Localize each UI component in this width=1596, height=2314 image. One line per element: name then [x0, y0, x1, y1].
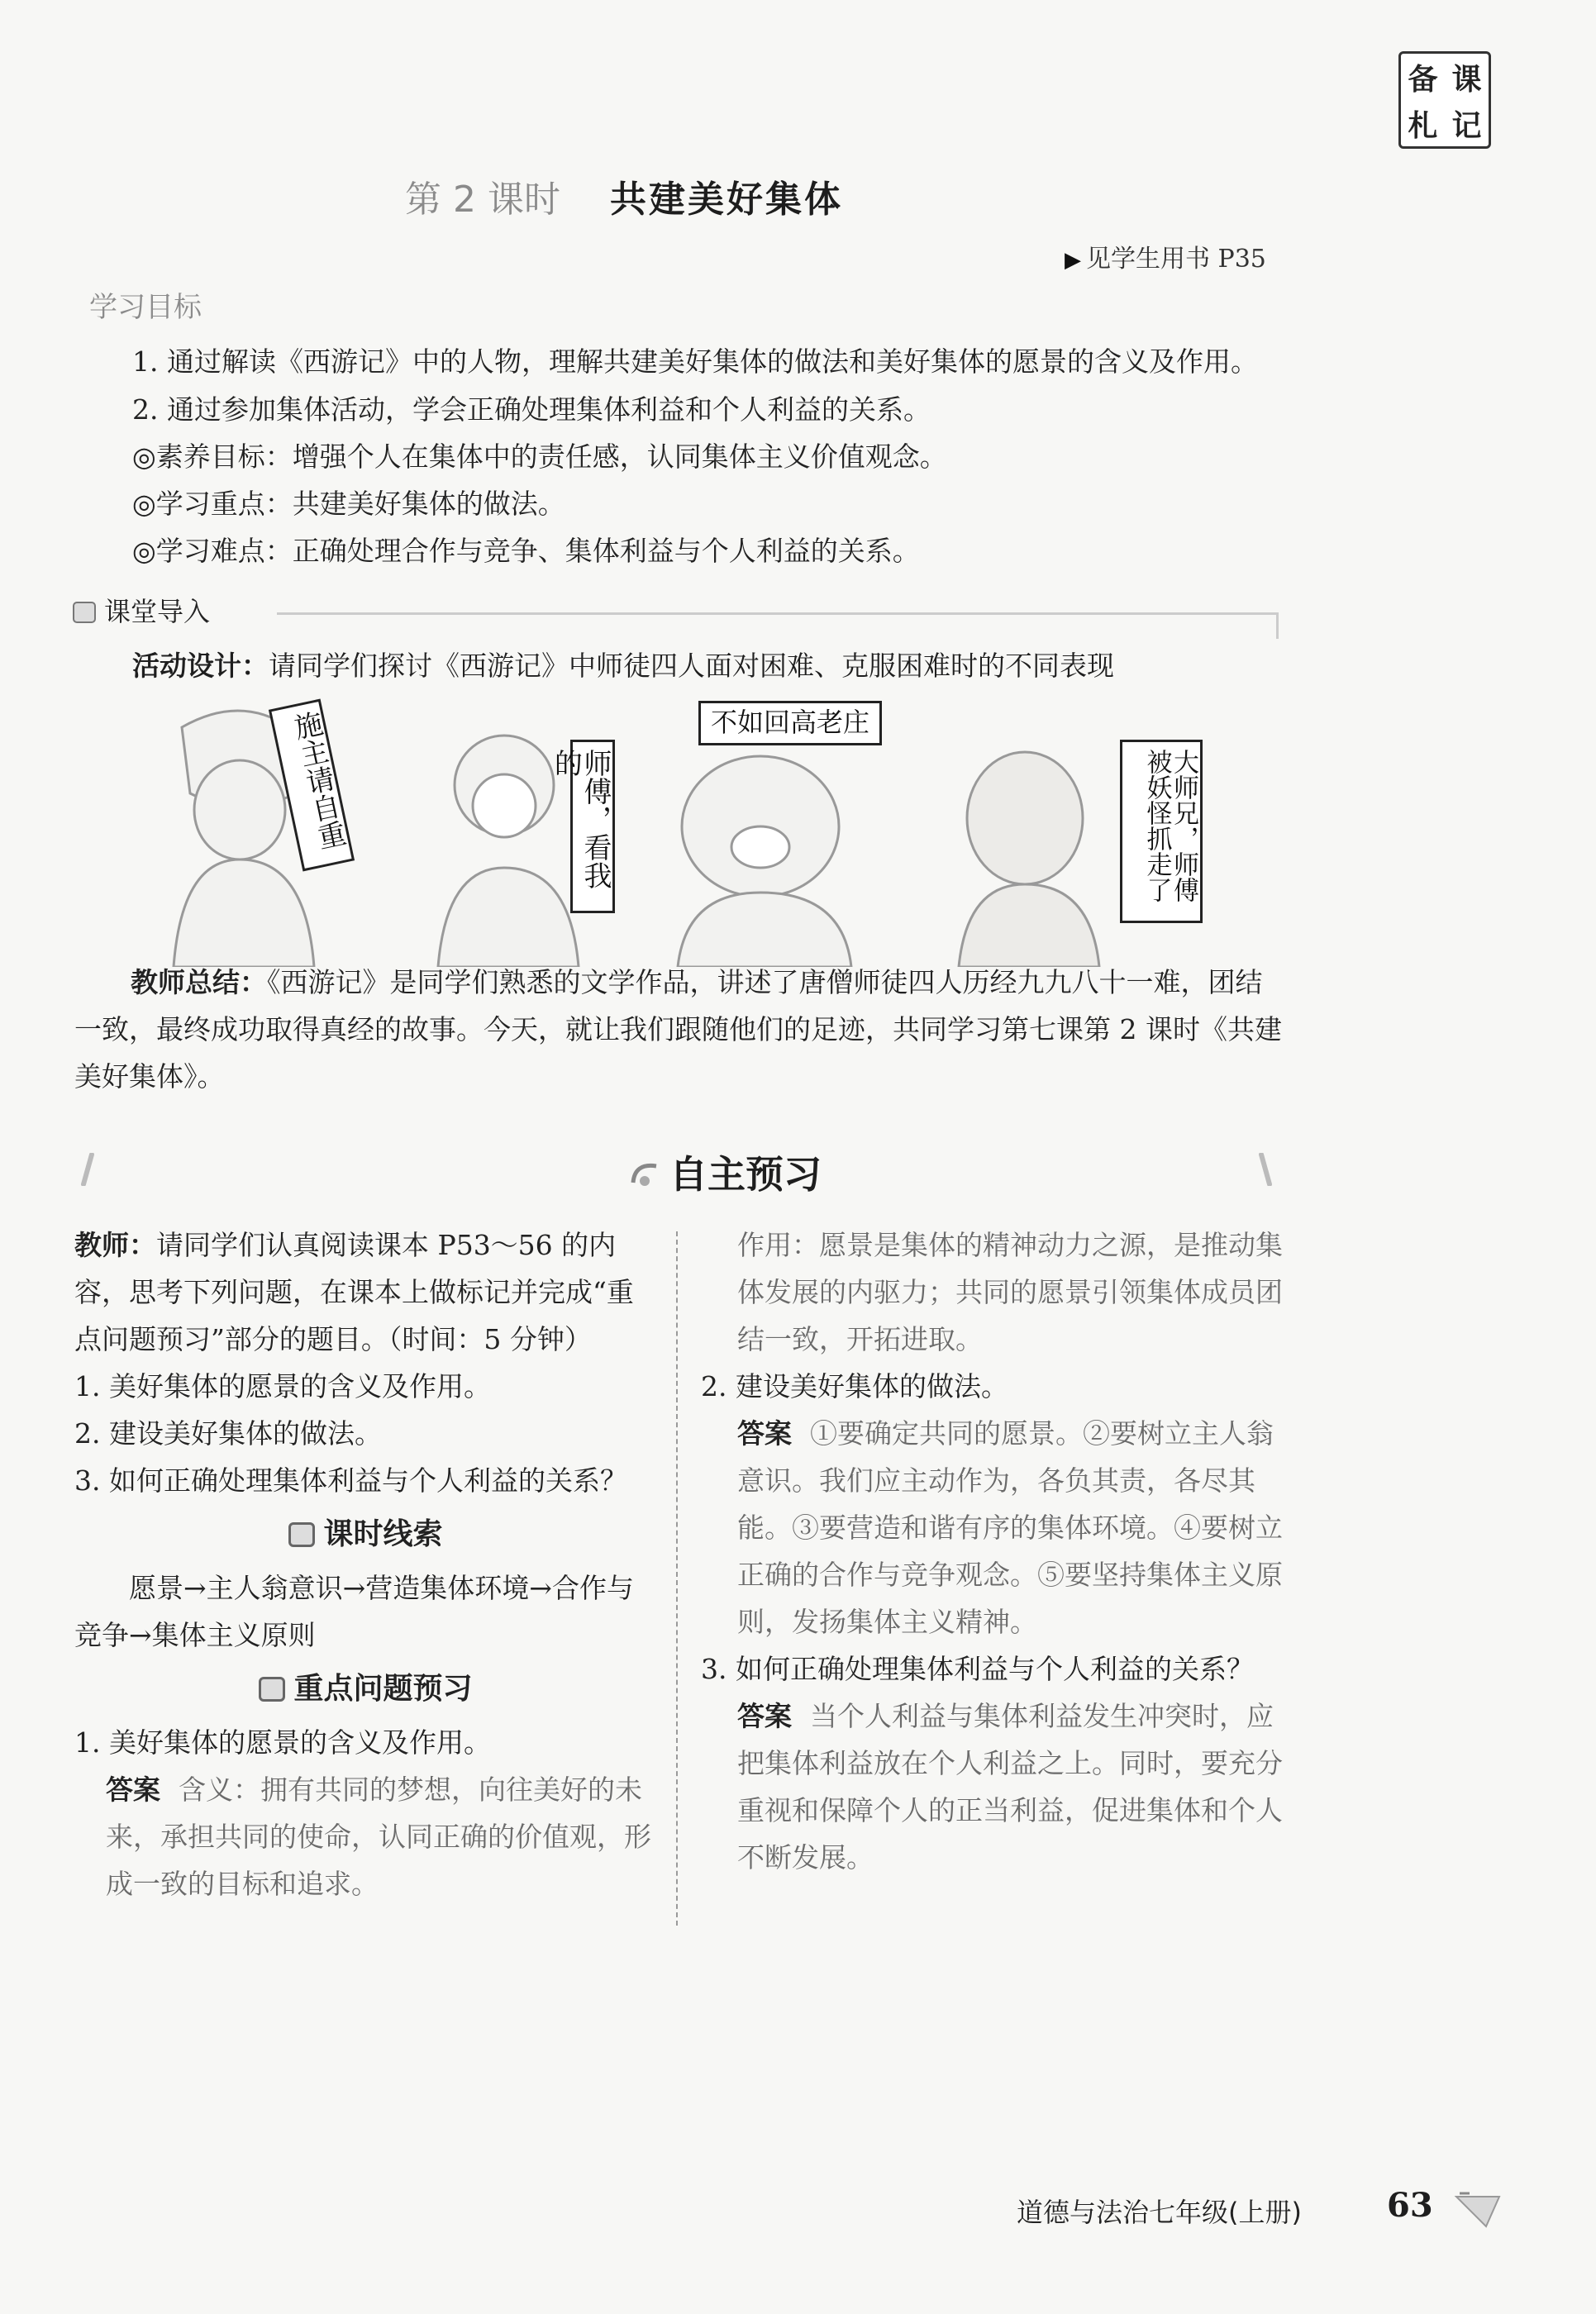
- answer-label: 答案: [106, 1774, 160, 1806]
- answer-text: 含义：拥有共同的梦想，向往美好的未来，承担共同的使命，认同正确的价值观，形成一致的目标和追求。: [106, 1774, 651, 1900]
- activity-design: [132, 645, 1114, 683]
- activity-label: 活动设计：: [132, 650, 269, 682]
- speech-bubble-monkey-king: 师傅，看我的: [570, 740, 615, 913]
- column-divider: [676, 1231, 678, 1926]
- question-item: 1. 美好集体的愿景的含义及作用。: [74, 1370, 491, 1402]
- lesson-name: 共建美好集体: [609, 179, 843, 221]
- lesson-number: 第 2 课时: [405, 179, 560, 221]
- book-title-footer: 道德与法治七年级(上册): [1017, 2197, 1302, 2228]
- play-triangle-icon: ▶: [1065, 248, 1081, 273]
- question-item: 3. 如何正确处理集体利益与个人利益的关系？: [701, 1653, 1254, 1685]
- corner-arrow-icon: [1453, 2190, 1503, 2231]
- answer-text: 当个人利益与集体利益发生冲突时，应把集体利益放在个人利益之上。同时，要充分重视和保障个人的正当利益，促进集体和个人不断发展。: [737, 1700, 1283, 1874]
- question-item: 1. 美好集体的愿景的含义及作用。: [74, 1726, 491, 1759]
- pigsy-figure: [678, 756, 851, 967]
- goal-line: ◎学习重点：共建美好集体的做法。: [132, 488, 565, 520]
- preview-right-column: [701, 1221, 1284, 1881]
- intro-box-icon: [73, 602, 96, 623]
- badge-char: 札: [1408, 108, 1438, 143]
- answer-block: [701, 1693, 1284, 1881]
- key-heading-text: 重点问题预习: [293, 1672, 473, 1706]
- badge-char: 课: [1451, 62, 1482, 97]
- answer-block: [74, 1766, 657, 1907]
- teacher-instruction: [74, 1221, 657, 1363]
- goal-line: ◎学习难点：正确处理合作与竞争、集体利益与个人利益的关系。: [132, 535, 920, 567]
- intro-rule: [277, 612, 1279, 615]
- teacher-text: 请同学们认真阅读课本 P53～56 的内容，思考下列问题，在课本上做标记并完成“重点问题预习”部分的题目。（时间：5 分钟）: [74, 1229, 634, 1355]
- badge-char: 记: [1451, 108, 1482, 143]
- intro-rule-end: [1276, 612, 1279, 639]
- badge-char: 备: [1408, 62, 1438, 97]
- goals-heading: 学习目标: [89, 291, 202, 324]
- page-number: 63: [1387, 2186, 1433, 2225]
- student-book-reference: [1065, 238, 1266, 274]
- goal-line: 2. 通过参加集体活动，学会正确处理集体利益和个人利益的关系。: [132, 393, 931, 426]
- answer-text: 作用：愿景是集体的精神动力之源，是推动集体发展的内驱力；共同的愿景引领集体成员团结一致，开拓进取。: [737, 1229, 1283, 1355]
- goal-line: 1. 通过解读《西游记》中的人物，理解共建美好集体的做法和美好集体的愿景的含义及作用。: [132, 345, 1258, 378]
- goal-line: ◎素养目标：增强个人在集体中的责任感，认同集体主义价值观念。: [132, 440, 947, 473]
- summary-label: 教师总结：: [131, 966, 267, 998]
- clue-heading-text: 课时线索: [323, 1517, 443, 1551]
- brush-stroke-icon: [79, 1153, 97, 1186]
- answer-text: ①要确定共同的愿景。②要树立主人翁意识。我们应主动作为，各负其责，各尽其能。③要营造和谐有序的集体环境。④要树立正确的合作与竞争观念。⑤要坚持集体主义原则，发扬集体主义精神。: [737, 1417, 1283, 1638]
- clue-box-icon: [288, 1522, 315, 1547]
- brush-stroke-icon: [1256, 1153, 1274, 1186]
- answer-label: 答案: [737, 1417, 792, 1450]
- teacher-label: 教师：: [74, 1229, 156, 1261]
- question-item: 3. 如何正确处理集体利益与个人利益的关系？: [74, 1464, 627, 1497]
- lesson-notes-badge: [1398, 51, 1491, 149]
- question-item: 2. 建设美好集体的做法。: [701, 1370, 1008, 1402]
- activity-text: 请同学们探讨《西游记》中师徒四人面对困难、克服困难时的不同表现: [269, 650, 1114, 682]
- sandy-figure: [959, 752, 1099, 967]
- intro-heading-text: 课堂导入: [104, 596, 211, 627]
- swirl-icon: [628, 1158, 661, 1191]
- speech-bubble-sandy: 大师兄，师傅被妖怪抓走了: [1120, 740, 1203, 923]
- preview-title: [628, 1145, 822, 1199]
- clue-heading: [74, 1511, 657, 1558]
- reference-text: 见学生用书 P35: [1086, 245, 1266, 274]
- speech-bubble-tang-monk: 施主请自重: [269, 699, 355, 872]
- teacher-summary: [74, 959, 1285, 1100]
- lesson-title: [405, 169, 843, 222]
- speech-bubble-pigsy: 不如回高老庄: [698, 701, 882, 745]
- summary-text: 《西游记》是同学们熟悉的文学作品，讲述了唐僧师徒四人历经九九八十一难，团结一致，最终成功取得真经的故事。今天，就让我们跟随他们的足迹，共同学习第七课第 2 课时《共建美好集体》。: [74, 966, 1282, 1093]
- clue-text: 愿景→主人翁意识→营造集体环境→合作与竞争→集体主义原则: [74, 1572, 634, 1651]
- preview-title-text: 自主预习: [669, 1152, 822, 1197]
- preview-left-column: [74, 1221, 657, 1907]
- answer-block: [701, 1410, 1284, 1645]
- answer-label: 答案: [737, 1700, 792, 1732]
- key-questions-heading: [74, 1665, 657, 1712]
- intro-heading: [73, 591, 210, 629]
- question-item: 2. 建设美好集体的做法。: [74, 1417, 382, 1450]
- key-box-icon: [259, 1677, 285, 1702]
